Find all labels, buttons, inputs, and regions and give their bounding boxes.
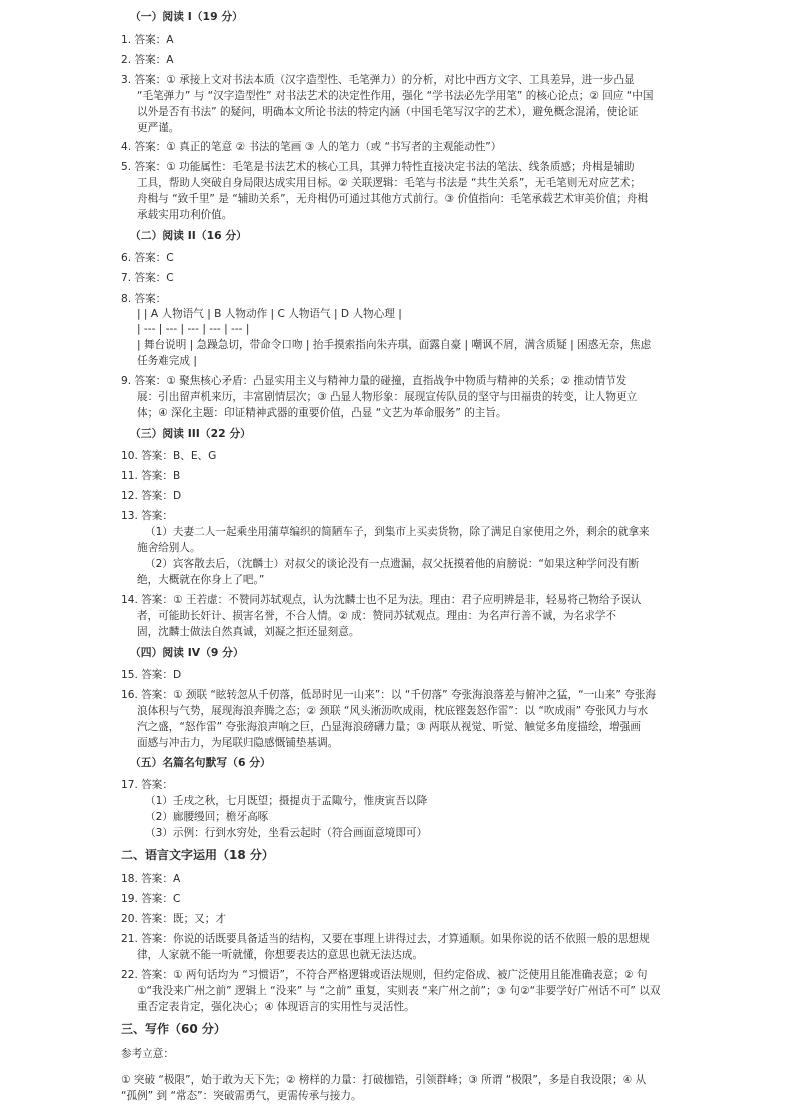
answer-line: ①“我没来广州之前” 逻辑上 “没来” 与 “之前” 重复，实则表 “来广州之前”；③ 句②“非要学好广州话不可” 以双: [137, 985, 661, 997]
answer-line: 5. 答案：① 功能属性：毛笔是书法艺术的核心工具，其弹力特性直接决定书法的笔法、线条质感；舟楫是辅助: [121, 161, 635, 173]
answer-line: 1. 答案：A: [121, 34, 174, 46]
answer-line: 者，可能助长奸计、损害名誉，不合人情。② 成：赞同苏轼观点。理由：为名声行善不诚，为名求学不: [137, 610, 616, 622]
answer-line: 4. 答案：① 真正的笔意 ② 书法的笔画 ③ 人的笔力（或 “书写者的主观能动性”）: [121, 141, 502, 153]
table-row: | | A 人物语气 | B 人物动作 | C 人物语气 | D 人物心理 |: [137, 308, 402, 320]
answer-line: 固，沈麟士做法自然真诚，刘凝之拒还显刻意。: [137, 626, 360, 638]
answer-line: ① 突破 “极限”，始于敢为天下先；② 榜样的力量：打破枷锆，引领群峰；③ 所谓 “极限”，多是自我设限；④ 从: [121, 1074, 647, 1086]
answer-line: 舟楫与 “致千里” 是 “辅助关系”，无舟楫仍可通过其他方式前行。③ 价值指向：毛笔承载艺术审美价值；舟楫: [137, 193, 649, 205]
section-heading: （一）阅读 I（19 分）: [130, 10, 243, 23]
answer-line: 19. 答案：C: [121, 893, 181, 905]
answer-line: 律，人家就不能一听就懂，你想要表达的意思也就无法达成。: [137, 949, 424, 961]
answer-line: 面感与冲击力，为尾联归隐感慨铺垫基调。: [137, 737, 339, 749]
answer-line: 8. 答案：: [121, 293, 167, 305]
answer-line: 2. 答案：A: [121, 54, 174, 66]
table-row: | 舞台说明 | 急躁急切，带命令口吻 | 抬手摸索指向朱卉琪，面露自豪 | 嘲讽不屑，满含质疑 | 困惑无奈，焦虑: [137, 339, 652, 351]
answer-line: 6. 答案：C: [121, 252, 174, 264]
answer-line: 浪体积与气势，展现海浪奔腾之态；② 颈联 “风头淅沥吹成雨，枕底铿轰怒作雷”：以 “吹成雨” 夸张风力与水: [137, 705, 649, 717]
answer-line: 9. 答案：① 聚焦核心矛盾：凸显实用主义与精神力量的碰撞，直指战争中物质与精神的关系；② 推动情节发: [121, 375, 627, 387]
answer-line: （2）宾客散去后，（沈麟士）对叔父的谈论没有一点遗漏，叔父抚摸着他的肩膀说：“如果这种学问没有断: [145, 558, 640, 570]
answer-line: 11. 答案：B: [121, 470, 181, 482]
answer-line: 更严谨。: [137, 122, 180, 134]
answer-line: （1）壬戌之秋，七月既望；摄提贞于孟陬兮，惟庚寅吾以降: [145, 795, 428, 807]
answer-line: 重否定表肯定，强化决心；④ 体现语言的实用性与灵活性。: [137, 1001, 415, 1013]
section-heading: 三、写作（60 分）: [121, 1022, 226, 1036]
answer-line: 15. 答案：D: [121, 669, 182, 681]
answer-line: 7. 答案：C: [121, 272, 174, 284]
answer-line: 10. 答案：B、E、G: [121, 450, 217, 462]
answer-line: 施舍给别人。: [137, 542, 201, 554]
answer-line: （3）示例：行到水穷处，坐看云起时（符合画面意境即可）: [145, 827, 428, 839]
answer-line: “毛笔弹力” 与 “汉字造型性” 对书法艺术的决定性作用，强化 “学书法必先学用笔” 的核心论点；② 回应 “中国: [137, 90, 654, 102]
answer-line: 16. 答案：① 颈联 “眩转忽从千仞落，低昂时见一山来”：以 “千仞落” 夸张海浪落差与俯冲之猛，“一山来” 夸张海: [121, 689, 657, 701]
answer-line: 承载实用功利价值。: [137, 209, 233, 221]
answer-line: 3. 答案：① 承接上文对书法本质（汉字造型性、毛笔弹力）的分析，对比中西方文字、工具差异，进一步凸显: [121, 74, 635, 86]
answer-line: （2）廊腰缦回；檐牙高啄: [145, 811, 269, 823]
answer-line: “孤例” 到 “常态”：突破需勇气，更需传承与接力。: [121, 1090, 362, 1102]
answer-line: 展：引出留声机来历，丰富剧情层次；③ 凸显人物形象：展现宣传队员的坚守与田福贵的转变，让人物更立: [137, 391, 638, 403]
answer-line: 绝，大概就在你身上了吧。”: [137, 574, 265, 586]
answer-line: 工具，帮助人突破自身局限达成实用目标。② 关联逻辑：毛笔与书法是 “共生关系”，无毛笔则无对应艺术；: [137, 177, 641, 189]
table-row: | --- | --- | --- | --- | --- |: [137, 323, 250, 335]
answer-line: 13. 答案：: [121, 510, 173, 522]
answer-line: 以外是否有书法” 的疑问，明确本文所论书法的特定内涵（中国毛笔写汉字的艺术），避免概念混淆，使论证: [137, 106, 639, 118]
section-heading: （二）阅读 II（16 分）: [130, 229, 247, 242]
intro-line: 参考立意：: [121, 1048, 174, 1060]
section-heading: （三）阅读 III（22 分）: [130, 427, 251, 440]
table-row: 任务难完成 |: [137, 355, 197, 367]
answer-line: 14. 答案：① 王若虚：不赞同苏轼观点，认为沈麟士也不足为法。理由：君子应明辨是非，轻易将己物给予误认: [121, 594, 642, 606]
answer-line: 18. 答案：A: [121, 873, 181, 885]
answer-line: 21. 答案：你说的话既要具备适当的结构，又要在事理上讲得过去，才算通顺。如果你说的话不依照一般的思想规: [121, 933, 650, 945]
answer-line: 20. 答案：既；又；才: [121, 913, 226, 925]
section-heading: （四）阅读 IV（9 分）: [130, 646, 244, 659]
answer-line: 体；④ 深化主题：印证精神武器的重要价值，凸显 “文艺为革命服务” 的主旨。: [137, 407, 507, 419]
answer-line: 汽之盛，“怒作雷” 夸张海浪声响之巨，凸显海浪磅礴力量；③ 两联从视觉、听觉、触觉多角度描绘，增强画: [137, 721, 641, 733]
answer-line: 22. 答案：① 两句话均为 “习惯语”，不符合严格逻辑或语法规则，但约定俗成、被广泛使用且能准确表意；② 句: [121, 969, 648, 981]
answer-line: 17. 答案：: [121, 779, 173, 791]
answer-line: 12. 答案：D: [121, 490, 182, 502]
answer-line: （1）夫妻二人一起乘坐用蒲草编织的简陋车子，到集市上买卖货物，除了满足自家使用之外，剩余的就拿来: [145, 526, 650, 538]
section-heading: 二、语言文字运用（18 分）: [121, 848, 274, 862]
section-heading: （五）名篇名句默写（6 分）: [130, 756, 271, 769]
